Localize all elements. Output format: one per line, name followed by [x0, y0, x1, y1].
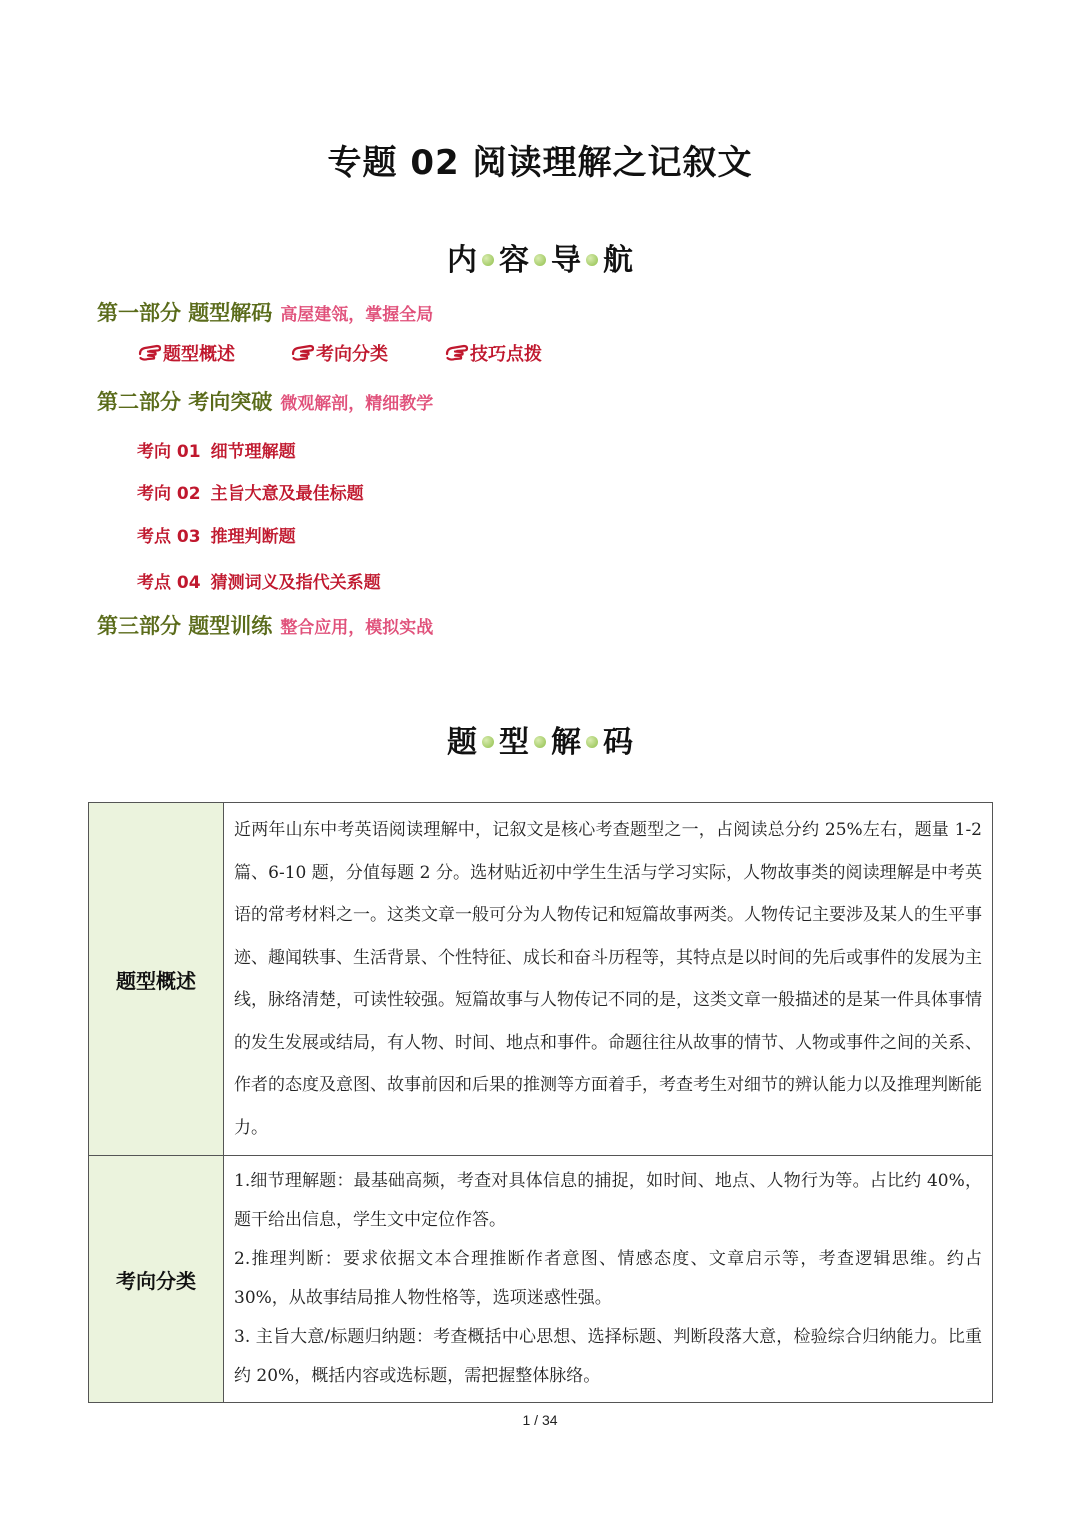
- section-heading-char: 题: [447, 725, 477, 760]
- nav-point-4[interactable]: [137, 568, 381, 593]
- nav-point-label: 考点 03: [137, 527, 201, 547]
- categories-label: 考向分类: [89, 1156, 224, 1403]
- nav-point-text: 主旨大意及最佳标题: [210, 484, 364, 504]
- nav-point-label: 考点 04: [137, 573, 201, 593]
- nav-point-label: 考向 02: [137, 484, 201, 504]
- nav-point-3[interactable]: [137, 522, 296, 547]
- nav-point-text: 细节理解题: [210, 442, 296, 462]
- nav-part-3-label: 第三部分 题型训练: [97, 614, 273, 638]
- nav-item-tips[interactable]: [444, 340, 542, 366]
- nav-point-1[interactable]: [137, 437, 296, 462]
- pointing-hand-icon: [290, 342, 316, 364]
- nav-heading-char: 导: [551, 243, 581, 278]
- pointing-hand-icon: [137, 342, 163, 364]
- nav-point-text: 推理判断题: [210, 527, 296, 547]
- green-dot-icon: [482, 254, 494, 266]
- table-row-overview: [89, 803, 993, 1156]
- nav-heading: [0, 235, 1080, 279]
- overview-content: [224, 803, 993, 1156]
- nav-heading-char: 内: [447, 243, 477, 278]
- green-dot-icon: [534, 254, 546, 266]
- nav-item-categories[interactable]: [290, 340, 388, 366]
- green-dot-icon: [586, 254, 598, 266]
- info-table: [88, 802, 993, 1403]
- section-heading: [0, 717, 1080, 761]
- category-item: 2.推理判断：要求依据文本合理推断作者意图、情感态度、文章启示等，考查逻辑思维。约占 30%，从故事结局推人物性格等，选项迷惑性强。: [234, 1249, 982, 1308]
- nav-item-label: 题型概述: [163, 344, 235, 365]
- nav-part-1-label: 第一部分 题型解码: [97, 301, 273, 325]
- nav-part-3: [97, 610, 433, 640]
- nav-part-1: [97, 297, 433, 327]
- green-dot-icon: [482, 736, 494, 748]
- nav-item-overview[interactable]: [137, 340, 235, 366]
- section-heading-char: 码: [603, 725, 633, 760]
- section-heading-char: 型: [499, 725, 529, 760]
- category-item: 1.细节理解题：最基础高频，考查对具体信息的捕捉，如时间、地点、人物行为等。占比约 40%，题干给出信息，学生文中定位作答。: [234, 1171, 982, 1230]
- nav-heading-char: 航: [603, 243, 633, 278]
- nav-item-label: 考向分类: [316, 344, 388, 365]
- nav-point-2[interactable]: [137, 479, 364, 504]
- page-title: 专题 02 阅读理解之记叙文: [327, 143, 753, 183]
- green-dot-icon: [534, 736, 546, 748]
- nav-part-3-sub: 整合应用，模拟实战: [280, 618, 434, 638]
- nav-item-label: 技巧点拨: [470, 344, 542, 365]
- nav-part-2-sub: 微观解剖，精细教学: [280, 394, 434, 414]
- overview-text: 近两年山东中考英语阅读理解中，记叙文是核心考查题型之一，占阅读总分约 25%左右，题量 1-2 篇、6-10 题，分值每题 2 分。选材贴近初中学生生活与学习实际，人物故事类的阅读理解是中考英语的常考材料之一。这类文章一般可分为人物传记和短篇故事两类。人物传记主要涉及某人的生平事迹、趣闻轶事、生活背景、个性特征、成长和奋斗历程等，其特点是以时间的先后或事件的发展为主线，脉络清楚，可读性较强。短篇故事与人物传记不同的是，这类文章一般描述的是某一件具体事情的发生发展或结局，有人物、时间、地点和事件。命题往往从故事的情节、人物或事件之间的关系、作者的态度及意图、故事前因和后果的推测等方面着手，考查考生对细节的辨认能力以及推理判断能力。: [234, 820, 982, 1138]
- nav-heading-char: 容: [499, 243, 529, 278]
- nav-part-2: [97, 386, 433, 416]
- categories-content: [224, 1156, 993, 1403]
- category-item: 3. 主旨大意/标题归纳题：考查概括中心思想、选择标题、判断段落大意，检验综合归纳能力。比重约 20%，概括内容或选标题，需把握整体脉络。: [234, 1327, 982, 1386]
- section-heading-char: 解: [551, 725, 581, 760]
- nav-point-text: 猜测词义及指代关系题: [210, 573, 381, 593]
- nav-part-2-label: 第二部分 考向突破: [97, 390, 273, 414]
- pointing-hand-icon: [444, 342, 470, 364]
- nav-point-label: 考向 01: [137, 442, 201, 462]
- page-number: 1 / 34: [522, 1412, 558, 1428]
- green-dot-icon: [586, 736, 598, 748]
- nav-part-1-sub: 高屋建瓴，掌握全局: [280, 305, 434, 325]
- overview-label: 题型概述: [89, 803, 224, 1156]
- table-row-categories: [89, 1156, 993, 1403]
